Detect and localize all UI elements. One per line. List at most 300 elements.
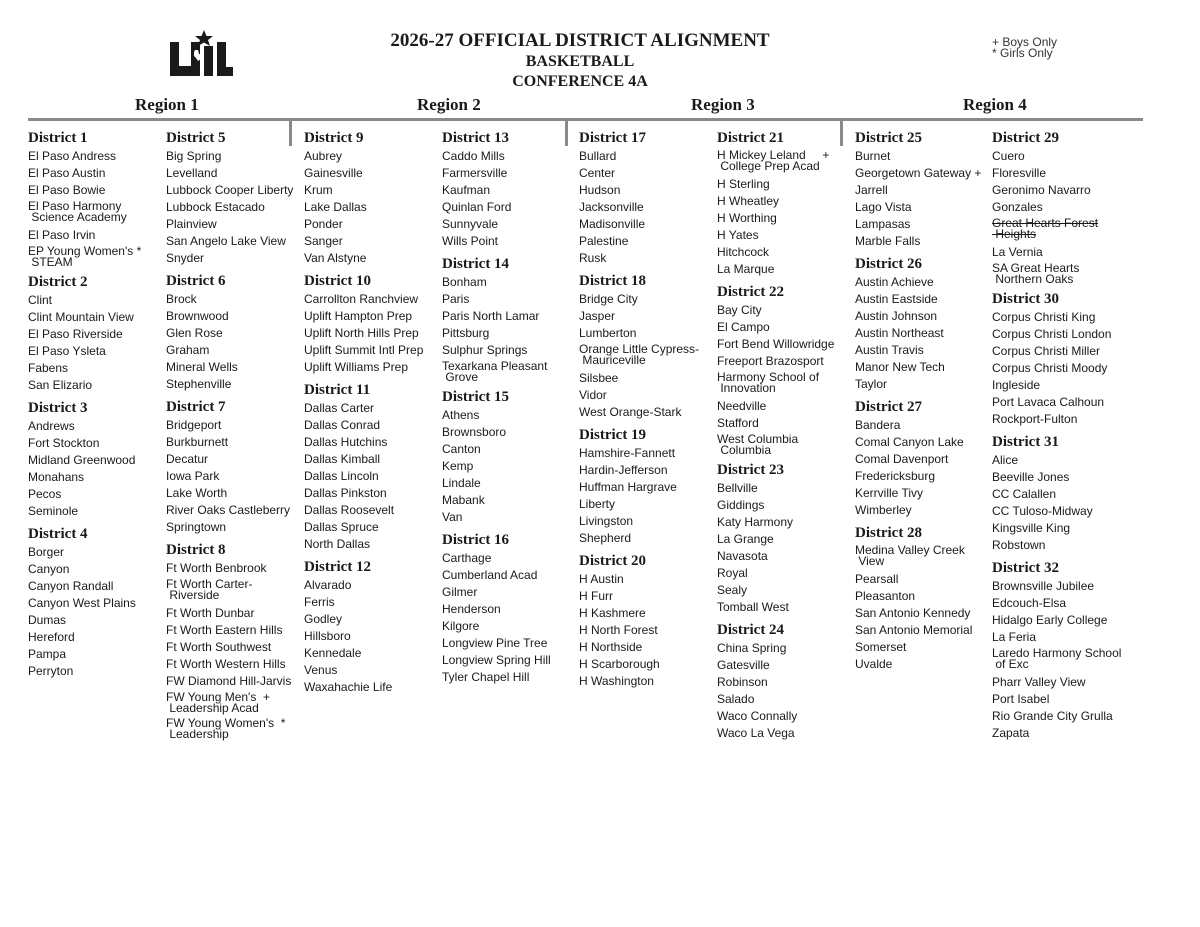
school-name: Austin Travis <box>855 343 924 357</box>
district-column <box>992 129 1130 747</box>
school-name: H Scarborough <box>579 657 660 671</box>
school-name: Ft Worth Southwest <box>166 640 272 654</box>
school-name: Decatur <box>166 452 209 466</box>
school-name: Bay City <box>717 303 762 317</box>
school-name: Longview Spring Hill <box>442 653 551 667</box>
school-name: Hudson <box>579 183 621 197</box>
school-name: Manor New Tech <box>855 360 945 374</box>
district-heading: District 7 <box>166 399 226 415</box>
school-name: Bonham <box>442 275 487 289</box>
school-name: Tyler Chapel Hill <box>442 670 530 684</box>
school-name: CC Tuloso-Midway <box>992 504 1093 518</box>
district-heading: District 4 <box>28 526 88 542</box>
school-name: Giddings <box>717 498 765 512</box>
school-name: Krum <box>304 183 333 197</box>
school-name: Clint <box>28 293 53 307</box>
school-name: Liberty <box>579 497 616 511</box>
school-name: Lake Worth <box>166 486 228 500</box>
region-heading: Region 4 <box>963 95 1027 114</box>
school-name: Kemp <box>442 459 474 473</box>
school-name: Jarrell <box>855 183 888 197</box>
school-name: Great Hearts Forest Heights <box>992 216 1099 241</box>
district-block <box>442 129 580 250</box>
school-name: Ft Worth Western Hills <box>166 657 286 671</box>
school-name: Lampasas <box>855 217 911 231</box>
school-name: West Columbia Columbia <box>717 432 799 457</box>
school-name: H Northside <box>579 640 643 654</box>
school-name: La Vernia <box>992 245 1043 259</box>
school-name: FW Young Women's * Leadership <box>166 716 286 741</box>
school-name: North Dallas <box>304 537 371 551</box>
district-block <box>28 129 166 268</box>
school-name: Corpus Christi King <box>992 310 1096 324</box>
school-name: Shepherd <box>579 531 632 545</box>
school-name: Royal <box>717 566 748 580</box>
school-name: Austin Northeast <box>855 326 944 340</box>
conference-title: CONFERENCE 4A <box>512 73 648 90</box>
school-name: Uplift North Hills Prep <box>304 326 419 340</box>
school-name: Rusk <box>579 251 607 265</box>
school-name: Austin Johnson <box>855 309 938 323</box>
district-block <box>579 272 717 421</box>
district-heading: District 5 <box>166 130 226 146</box>
school-name: Stephenville <box>166 377 232 391</box>
school-name: Ponder <box>304 217 343 231</box>
school-name: Bridgeport <box>166 418 222 432</box>
school-name: Laredo Harmony School of Exc <box>992 646 1122 671</box>
school-name: Caddo Mills <box>442 149 505 163</box>
school-name: Bullard <box>579 149 617 163</box>
school-name: La Grange <box>717 532 774 546</box>
school-name: Mabank <box>442 493 485 507</box>
school-name: Springtown <box>166 520 227 534</box>
school-name: Floresville <box>992 166 1047 180</box>
school-name: La Feria <box>992 630 1037 644</box>
school-name: Corpus Christi Moody <box>992 361 1108 375</box>
district-block <box>579 552 717 690</box>
school-name: Uplift Hampton Prep <box>304 309 413 323</box>
school-name: Huffman Hargrave <box>579 480 677 494</box>
district-column <box>28 129 166 685</box>
school-name: Kerrville Tivy <box>855 486 924 500</box>
school-name: Brownwood <box>166 309 229 323</box>
school-name: Henderson <box>442 602 501 616</box>
school-name: Hidalgo Early College <box>992 613 1108 627</box>
school-name: H Wheatley <box>717 194 780 208</box>
district-heading: District 22 <box>717 284 785 300</box>
school-name: Waco Connally <box>717 709 798 723</box>
school-name: Bellville <box>717 481 758 495</box>
district-heading: District 14 <box>442 256 510 272</box>
school-name: Plainview <box>166 217 217 231</box>
school-name: Bridge City <box>579 292 638 306</box>
school-name: Uplift Williams Prep <box>304 360 409 374</box>
school-name: Kennedale <box>304 646 362 660</box>
school-name: Zapata <box>992 726 1030 740</box>
school-name: H Kashmere <box>579 606 646 620</box>
legend-girls-only: * Girls Only <box>992 46 1053 60</box>
district-column <box>579 129 717 695</box>
school-name: Big Spring <box>166 149 222 163</box>
school-name: Sunnyvale <box>442 217 499 231</box>
school-name: Center <box>579 166 616 180</box>
region-heading: Region 1 <box>135 95 199 114</box>
school-name: Lubbock Estacado <box>166 200 265 214</box>
school-name: Palestine <box>579 234 629 248</box>
district-block <box>166 129 304 267</box>
school-name: Burnet <box>855 149 891 163</box>
school-name: Cuero <box>992 149 1025 163</box>
school-name: Ingleside <box>992 378 1041 392</box>
school-name: Midland Greenwood <box>28 453 136 467</box>
school-name: Geronimo Navarro <box>992 183 1091 197</box>
district-heading: District 12 <box>304 559 372 575</box>
school-name: Freeport Brazosport <box>717 354 824 368</box>
district-heading: District 23 <box>717 462 785 478</box>
school-name: Pecos <box>28 487 62 501</box>
school-name: FW Young Men's + Leadership Acad <box>166 690 271 715</box>
school-name: Hitchcock <box>717 245 770 259</box>
school-name: H Sterling <box>717 177 770 191</box>
district-block <box>992 433 1130 554</box>
legend-boys-only: + Boys Only <box>992 35 1058 49</box>
header-divider <box>28 118 1143 121</box>
school-name: Comal Canyon Lake <box>855 435 964 449</box>
school-name: Wills Point <box>442 234 499 248</box>
region-heading: Region 3 <box>691 95 755 114</box>
district-heading: District 17 <box>579 130 647 146</box>
district-block <box>28 273 166 394</box>
school-name: San Angelo Lake View <box>166 234 286 248</box>
school-name: Dallas Pinkston <box>304 486 387 500</box>
school-name: Canyon <box>28 562 70 576</box>
school-name: Burkburnett <box>166 435 229 449</box>
district-heading: District 18 <box>579 273 647 289</box>
school-name: China Spring <box>717 641 787 655</box>
district-heading: District 30 <box>992 291 1060 307</box>
school-name: Dumas <box>28 613 67 627</box>
school-name: Canton <box>442 442 481 456</box>
school-name: Pearsall <box>855 572 899 586</box>
school-name: Brownsboro <box>442 425 507 439</box>
school-name: Ferris <box>304 595 335 609</box>
school-name: Medina Valley Creek View <box>855 543 965 568</box>
district-block <box>28 525 166 680</box>
school-name: Georgetown Gateway + <box>855 166 982 180</box>
school-name: Dallas Roosevelt <box>304 503 395 517</box>
school-name: EP Young Women's * STEAM <box>28 244 142 269</box>
district-heading: District 8 <box>166 542 226 558</box>
district-block <box>304 129 442 267</box>
school-name: Dallas Carter <box>304 401 375 415</box>
school-name: Lago Vista <box>855 200 912 214</box>
school-name: Stafford <box>717 416 759 430</box>
school-name: Rockport-Fulton <box>992 412 1078 426</box>
school-name: West Orange-Stark <box>579 405 682 419</box>
school-name: San Elizario <box>28 378 93 392</box>
school-name: Carrollton Ranchview <box>304 292 419 306</box>
district-block <box>717 129 855 278</box>
district-block <box>166 398 304 536</box>
district-block <box>855 255 993 393</box>
school-name: H North Forest <box>579 623 658 637</box>
school-name: San Antonio Kennedy <box>855 606 971 620</box>
district-heading: District 13 <box>442 130 510 146</box>
school-name: Port Lavaca Calhoun <box>992 395 1105 409</box>
district-block <box>442 531 580 686</box>
school-name: Kilgore <box>442 619 480 633</box>
school-name: Katy Harmony <box>717 515 794 529</box>
school-name: Godley <box>304 612 343 626</box>
district-heading: District 24 <box>717 622 785 638</box>
school-name: Robstown <box>992 538 1046 552</box>
school-name: Levelland <box>166 166 218 180</box>
school-name: Marble Falls <box>855 234 921 248</box>
district-heading: District 31 <box>992 434 1060 450</box>
school-name: Sulphur Springs <box>442 343 528 357</box>
school-name: Lindale <box>442 476 481 490</box>
school-name: Fredericksburg <box>855 469 936 483</box>
school-name: Monahans <box>28 470 85 484</box>
school-name: Pampa <box>28 647 67 661</box>
school-name: Longview Pine Tree <box>442 636 548 650</box>
school-name: Hardin-Jefferson <box>579 463 668 477</box>
school-name: FW Diamond Hill-Jarvis <box>166 674 292 688</box>
school-name: Navasota <box>717 549 768 563</box>
district-block <box>442 255 580 383</box>
school-name: Jasper <box>579 309 616 323</box>
school-name: Ft Worth Dunbar <box>166 606 255 620</box>
district-heading: District 16 <box>442 532 510 548</box>
region-heading: Region 2 <box>417 95 481 114</box>
school-name: Iowa Park <box>166 469 220 483</box>
school-name: Gatesville <box>717 658 770 672</box>
school-name: Andrews <box>28 419 75 433</box>
school-name: El Paso Irvin <box>28 228 96 242</box>
district-block <box>717 621 855 742</box>
school-name: H Austin <box>579 572 624 586</box>
school-name: Austin Eastside <box>855 292 938 306</box>
school-name: El Paso Andress <box>28 149 117 163</box>
school-name: Ft Worth Carter- Riverside <box>166 577 253 602</box>
school-name: Fort Bend Willowridge <box>717 337 835 351</box>
school-name: Livingston <box>579 514 634 528</box>
school-name: Clint Mountain View <box>28 310 134 324</box>
school-name: H Furr <box>579 589 613 603</box>
school-name: Athens <box>442 408 480 422</box>
district-block <box>579 129 717 267</box>
school-name: El Paso Austin <box>28 166 106 180</box>
school-name: Hereford <box>28 630 75 644</box>
school-name: Pittsburg <box>442 326 490 340</box>
school-name: Bandera <box>855 418 901 432</box>
school-name: Alice <box>992 453 1019 467</box>
school-name: Fort Stockton <box>28 436 100 450</box>
school-name: H Worthing <box>717 211 777 225</box>
title-block <box>330 30 830 92</box>
district-heading: District 10 <box>304 273 372 289</box>
school-name: Corpus Christi London <box>992 327 1112 341</box>
school-name: Austin Achieve <box>855 275 934 289</box>
school-name: Orange Little Cypress- Mauriceville <box>579 342 700 367</box>
school-name: Robinson <box>717 675 768 689</box>
school-name: El Paso Riverside <box>28 327 123 341</box>
district-column <box>304 129 442 701</box>
school-name: Sealy <box>717 583 748 597</box>
school-name: Dallas Conrad <box>304 418 381 432</box>
school-name: H Yates <box>717 228 759 242</box>
district-column <box>855 129 993 678</box>
district-heading: District 15 <box>442 389 510 405</box>
school-name: Taylor <box>855 377 888 391</box>
district-block <box>304 381 442 553</box>
school-name: Dallas Hutchins <box>304 435 388 449</box>
school-name: Venus <box>304 663 338 677</box>
school-name: El Campo <box>717 320 770 334</box>
school-name: Somerset <box>855 640 907 654</box>
district-block <box>304 272 442 376</box>
district-block <box>28 399 166 520</box>
school-name: H Mickey Leland + College Prep Acad <box>717 148 830 173</box>
school-name: Waxahachie Life <box>304 680 393 694</box>
school-name: Ft Worth Eastern Hills <box>166 623 283 637</box>
school-name: Mineral Wells <box>166 360 238 374</box>
school-name: Jacksonville <box>579 200 644 214</box>
school-name: Hillsboro <box>304 629 351 643</box>
district-heading: District 25 <box>855 130 923 146</box>
school-name: San Antonio Memorial <box>855 623 973 637</box>
school-name: Madisonville <box>579 217 646 231</box>
school-name: Perryton <box>28 664 74 678</box>
district-heading: District 19 <box>579 427 647 443</box>
school-name: Texarkana Pleasant Grove <box>442 359 548 384</box>
school-name: Snyder <box>166 251 205 265</box>
school-name: Comal Davenport <box>855 452 949 466</box>
school-name: Rio Grande City Grulla <box>992 709 1113 723</box>
school-name: Harmony School of Innovation <box>717 370 820 395</box>
school-name: Dallas Lincoln <box>304 469 379 483</box>
school-name: Quinlan Ford <box>442 200 512 214</box>
legend <box>992 37 1057 59</box>
school-name: Pleasanton <box>855 589 916 603</box>
school-name: Seminole <box>28 504 79 518</box>
school-name: Van <box>442 510 463 524</box>
school-name: Silsbee <box>579 371 619 385</box>
school-name: Van Alstyne <box>304 251 367 265</box>
sport-title: BASKETBALL <box>525 53 635 70</box>
school-name: Paris North Lamar <box>442 309 540 323</box>
district-column <box>442 129 580 691</box>
district-heading: District 11 <box>304 382 371 398</box>
school-name: Lake Dallas <box>304 200 367 214</box>
school-name: Kaufman <box>442 183 491 197</box>
school-name: Gainesville <box>304 166 363 180</box>
district-heading: District 6 <box>166 273 226 289</box>
school-name: Aubrey <box>304 149 343 163</box>
district-block <box>717 461 855 616</box>
school-name: Canyon West Plains <box>28 596 136 610</box>
school-name: Cumberland Acad <box>442 568 538 582</box>
school-name: Uvalde <box>855 657 893 671</box>
school-name: Needville <box>717 399 767 413</box>
district-block <box>855 524 993 673</box>
school-name: Canyon Randall <box>28 579 114 593</box>
district-heading: District 2 <box>28 274 88 290</box>
district-column <box>717 129 855 747</box>
district-block <box>855 398 993 519</box>
school-name: Hamshire-Fannett <box>579 446 676 460</box>
school-name: River Oaks Castleberry <box>166 503 291 517</box>
school-name: El Paso Ysleta <box>28 344 106 358</box>
school-name: La Marque <box>717 262 775 276</box>
school-name: Waco La Vega <box>717 726 795 740</box>
school-name: CC Calallen <box>992 487 1057 501</box>
school-name: Beeville Jones <box>992 470 1070 484</box>
district-heading: District 20 <box>579 553 647 569</box>
school-name: Paris <box>442 292 470 306</box>
school-name: Tomball West <box>717 600 789 614</box>
school-name: Farmersville <box>442 166 508 180</box>
district-block <box>855 129 993 250</box>
school-name: Lubbock Cooper Liberty <box>166 183 294 197</box>
district-block <box>992 559 1130 742</box>
district-block <box>579 426 717 547</box>
district-heading: District 29 <box>992 130 1060 146</box>
school-name: Port Isabel <box>992 692 1050 706</box>
district-heading: District 3 <box>28 400 88 416</box>
school-name: Sanger <box>304 234 343 248</box>
school-name: El Paso Bowie <box>28 183 106 197</box>
district-heading: District 32 <box>992 560 1060 576</box>
school-name: El Paso Harmony Science Academy <box>28 199 127 224</box>
school-name: Borger <box>28 545 65 559</box>
school-name: Graham <box>166 343 210 357</box>
page-title: 2026-27 OFFICIAL DISTRICT ALIGNMENT <box>390 30 770 51</box>
school-name: Fabens <box>28 361 69 375</box>
district-heading: District 9 <box>304 130 364 146</box>
school-name: Carthage <box>442 551 492 565</box>
school-name: Vidor <box>579 388 607 402</box>
school-name: Brownsville Jubilee <box>992 579 1095 593</box>
school-name: Pharr Valley View <box>992 675 1086 689</box>
school-name: Lumberton <box>579 326 637 340</box>
district-block <box>992 129 1130 285</box>
district-block <box>717 283 855 456</box>
district-heading: District 21 <box>717 130 785 146</box>
school-name: Ft Worth Benbrook <box>166 561 267 575</box>
school-name: Kingsville King <box>992 521 1071 535</box>
district-block <box>304 558 442 696</box>
school-name: Dallas Spruce <box>304 520 379 534</box>
school-name: Glen Rose <box>166 326 223 340</box>
school-name: Gonzales <box>992 200 1043 214</box>
school-name: Corpus Christi Miller <box>992 344 1101 358</box>
district-heading: District 27 <box>855 399 923 415</box>
school-name: Edcouch-Elsa <box>992 596 1067 610</box>
district-heading: District 1 <box>28 130 88 146</box>
district-block <box>992 290 1130 428</box>
school-name: Dallas Kimball <box>304 452 381 466</box>
school-name: Salado <box>717 692 755 706</box>
district-column <box>166 129 304 745</box>
school-name: Uplift Summit Intl Prep <box>304 343 424 357</box>
district-block <box>166 272 304 393</box>
school-name: Wimberley <box>855 503 912 517</box>
school-name: H Washington <box>579 674 654 688</box>
district-heading: District 26 <box>855 256 923 272</box>
school-name: Gilmer <box>442 585 478 599</box>
school-name: Brock <box>166 292 197 306</box>
